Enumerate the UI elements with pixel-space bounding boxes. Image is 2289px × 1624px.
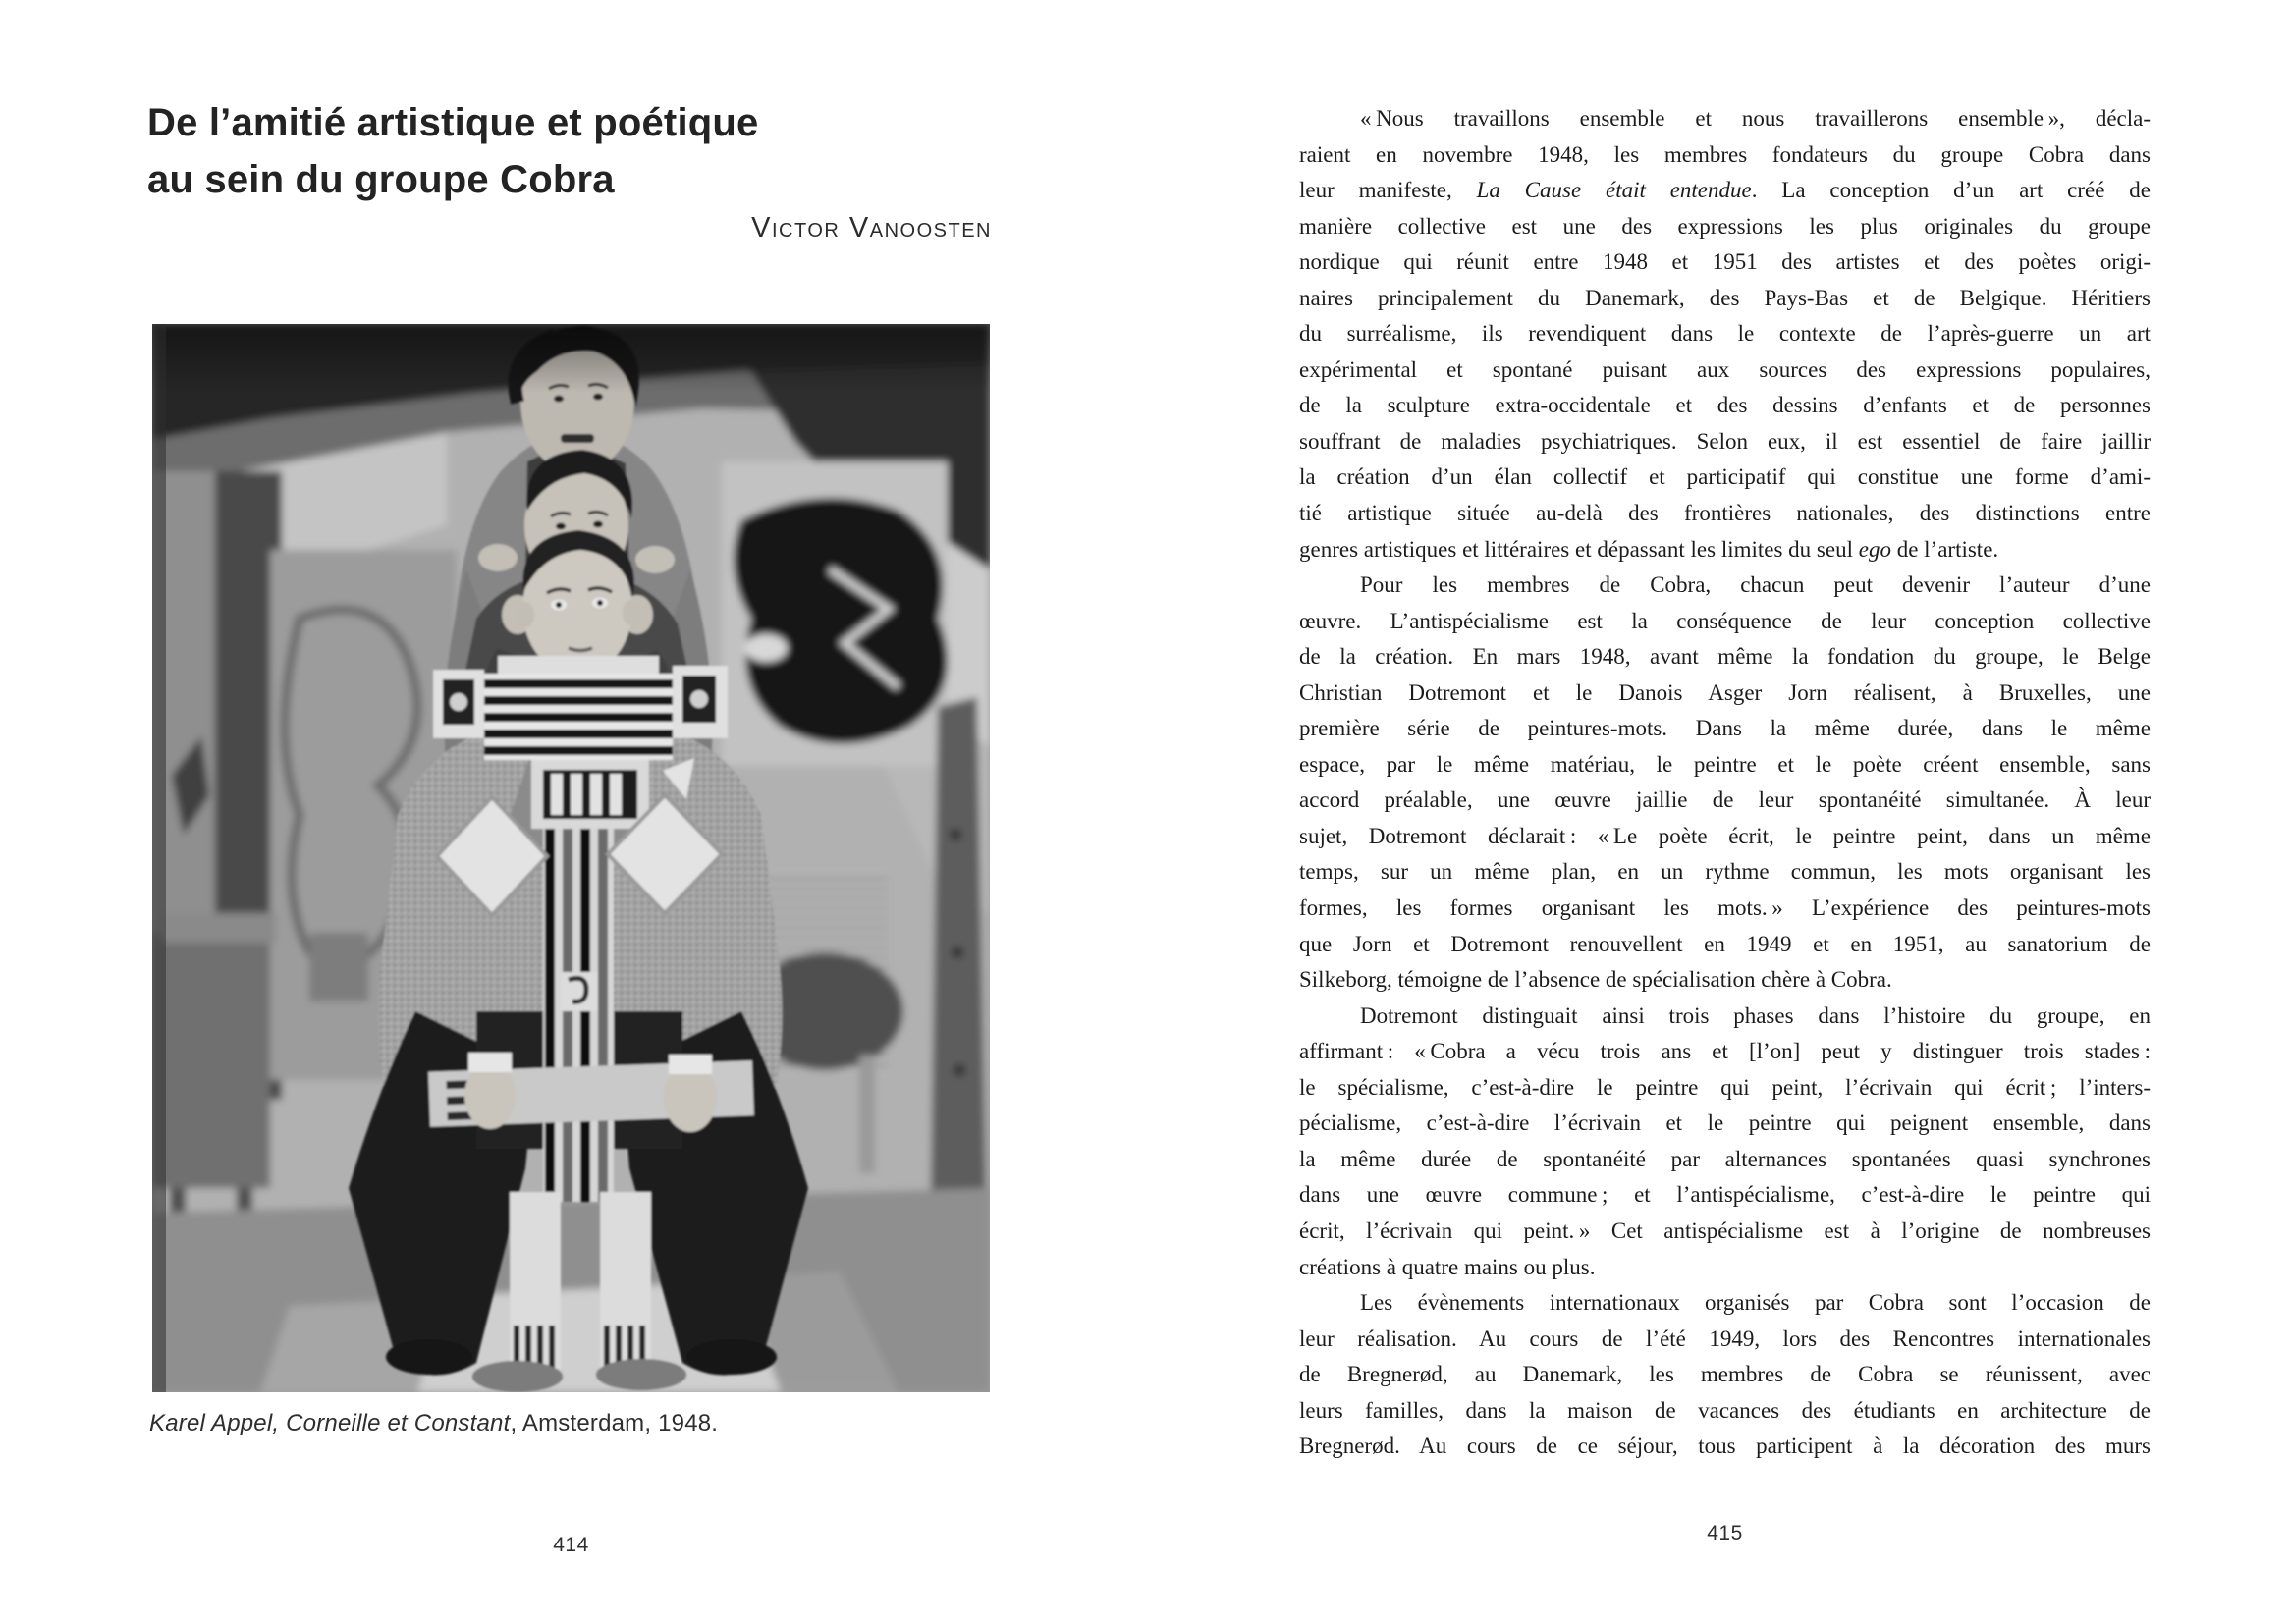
text-line	[1299, 1034, 2151, 1070]
text-run: . La conception d’un art créé de	[1751, 178, 2152, 203]
text-run: du surréalisme, ils revendiquent dans le contexte de l’après-guerre un art	[1299, 321, 2151, 347]
text-run: accord préalable, une œuvre jaillie de leur spontanéité simultanée. À leur	[1299, 787, 2151, 813]
text-line	[1299, 1214, 2151, 1250]
text-run: le spécialisme, c’est-à-dire le peintre qui peint, l’écrivain qui écrit ; l’inters-	[1299, 1074, 2151, 1100]
italic-run: Karel Appel, Corneille et Constant	[149, 1410, 511, 1436]
text-line	[1299, 891, 2151, 927]
text-line	[1299, 1429, 2151, 1465]
photo-frame	[152, 324, 990, 1392]
text-run: leurs familles, dans la maison de vacances des étudiants en architecture de	[1299, 1397, 2151, 1423]
author-name: Victor Vanoosten	[751, 212, 992, 244]
text-line	[1299, 1357, 2151, 1393]
text-run: Silkeborg, témoigne de l’absence de spécialisation chère à Cobra.	[1299, 967, 1892, 993]
text-line	[1299, 999, 2151, 1035]
text-run: Dotremont distinguait ainsi trois phases dans l’histoire du groupe, en	[1360, 1002, 2151, 1028]
text-line	[1299, 568, 2151, 604]
photo-appel-corneille-constant	[152, 324, 990, 1392]
text-run: leur réalisation. Au cours de l’été 1949, lors des Rencontres internationales	[1299, 1326, 2151, 1351]
text-line	[1299, 388, 2151, 424]
article-title-line2: au sein du groupe Cobra	[147, 158, 615, 201]
paragraph	[1299, 101, 2151, 568]
text-run: souffrant de maladies psychiatriques. Selon eux, il est essentiel de faire jaillir	[1299, 428, 2151, 454]
page-number-left: 414	[553, 1534, 589, 1556]
article-title	[147, 94, 758, 208]
text-line	[1299, 1070, 2151, 1107]
text-run: leur manifeste,	[1299, 178, 1477, 203]
text-run: manière collective est une des expressions les plus originales du groupe	[1299, 213, 2151, 239]
text-run: , Amsterdam, 1948.	[510, 1410, 719, 1436]
text-run: Les évènements internationaux organisés par Cobra sont l’occasion de	[1360, 1290, 2151, 1316]
text-line	[1299, 244, 2151, 281]
text-line	[1299, 1177, 2151, 1214]
text-run: espace, par le même matériau, le peintre et le poète créent ensemble, sans	[1299, 751, 2151, 777]
text-line	[1299, 1285, 2151, 1322]
text-line	[1299, 1106, 2151, 1142]
text-run: la même durée de spontanéité par alternances spontanées quasi synchrones	[1299, 1146, 2151, 1171]
text-run: créations à quatre mains ou plus.	[1299, 1254, 1596, 1279]
text-line	[1299, 316, 2151, 352]
text-line	[1299, 639, 2151, 676]
text-run: œuvre. L’antispécialisme est la conséquence de leur conception collective	[1299, 608, 2151, 633]
text-line	[1299, 460, 2151, 496]
text-run: Pour les membres de Cobra, chacun peut devenir l’auteur d’une	[1360, 572, 2151, 598]
text-run: la création d’un élan collectif et participatif qui constitue une forme d’ami-	[1299, 464, 2151, 490]
text-line	[1299, 209, 2151, 245]
text-line	[1299, 352, 2151, 389]
text-run: naires principalement du Danemark, des Pays-Bas et de Belgique. Héritiers	[1299, 285, 2151, 310]
text-run: expérimental et spontané puisant aux sources des expressions populaires,	[1299, 356, 2151, 382]
text-line	[1299, 281, 2151, 317]
text-run: Christian Dotremont et le Danois Asger Jorn réalisent, à Bruxelles, une	[1299, 679, 2151, 705]
text-run: raient en novembre 1948, les membres fondateurs du groupe Cobra dans	[1299, 141, 2151, 167]
text-line	[1299, 1393, 2151, 1430]
text-line	[1299, 711, 2151, 747]
text-run: que Jorn et Dotremont renouvellent en 1949 et en 1951, au sanatorium de	[1299, 931, 2151, 956]
text-line	[1299, 819, 2151, 855]
text-run: dans une œuvre commune ; et l’antispécialisme, c’est-à-dire le peintre qui	[1299, 1182, 2151, 1208]
text-line	[1299, 173, 2151, 209]
paragraph	[1299, 568, 2151, 999]
text-run: temps, sur un même plan, en un rythme commun, les mots organisant les	[1299, 859, 2151, 885]
text-line	[1299, 1142, 2151, 1178]
text-run: écrit, l’écrivain qui peint. » Cet antispécialisme est à l’origine de nombreuses	[1299, 1218, 2151, 1243]
italic-run: ego	[1858, 536, 1891, 562]
text-run: pécialisme, c’est-à-dire l’écrivain et le peintre qui peignent ensemble, dans	[1299, 1110, 2151, 1136]
photo-caption	[149, 1410, 994, 1437]
text-run: « Nous travaillons ensemble et nous travaillerons ensemble », décla-	[1360, 106, 2151, 131]
text-run: sujet, Dotremont déclarait : « Le poète écrit, le peintre peint, dans un même	[1299, 823, 2151, 848]
text-line	[1299, 676, 2151, 712]
text-line	[1299, 962, 2151, 999]
text-line	[1299, 783, 2151, 819]
text-line	[1299, 137, 2151, 174]
text-line	[1299, 604, 2151, 640]
text-run: première série de peintures-mots. Dans la même durée, dans le même	[1299, 716, 2151, 741]
text-run: Bregnerød. Au cours de ce séjour, tous participent à la décoration des murs	[1299, 1434, 2151, 1459]
paragraph	[1299, 1285, 2151, 1465]
text-line	[1299, 747, 2151, 784]
text-line	[1299, 496, 2151, 532]
text-run: de la création. En mars 1948, avant même la fondation du groupe, le Belge	[1299, 644, 2151, 670]
text-line	[1299, 927, 2151, 963]
text-line	[1299, 1322, 2151, 1358]
text-run: nordique qui réunit entre 1948 et 1951 des artistes et des poètes origi-	[1299, 249, 2151, 275]
text-run: tié artistique située au-delà des frontières nationales, des distinctions entre	[1299, 501, 2151, 526]
text-run: de la sculpture extra-occidentale et des dessins d’enfants et de personnes	[1299, 393, 2151, 418]
text-line	[1299, 854, 2151, 891]
text-line	[1299, 532, 2151, 568]
text-run: formes, les formes organisant les mots. » L’expérience des peintures-mots	[1299, 895, 2151, 921]
text-run: de Bregnerød, au Danemark, les membres de Cobra se réunissent, avec	[1299, 1362, 2151, 1387]
text-line	[1299, 424, 2151, 460]
italic-run: La Cause était entendue	[1476, 178, 1752, 203]
article-title-line1: De l’amitié artistique et poétique	[147, 101, 759, 144]
page-number-right: 415	[1707, 1522, 1743, 1544]
paragraph	[1299, 999, 2151, 1285]
text-run: de l’artiste.	[1890, 536, 1999, 562]
text-line	[1299, 1250, 2151, 1286]
text-run: affirmant : « Cobra a vécu trois ans et [l’on] peut y distinguer trois stades :	[1299, 1039, 2151, 1064]
body-text	[1299, 101, 2151, 1465]
text-run: genres artistiques et littéraires et dépassant les limites du seul	[1299, 536, 1859, 562]
text-line	[1299, 101, 2151, 137]
